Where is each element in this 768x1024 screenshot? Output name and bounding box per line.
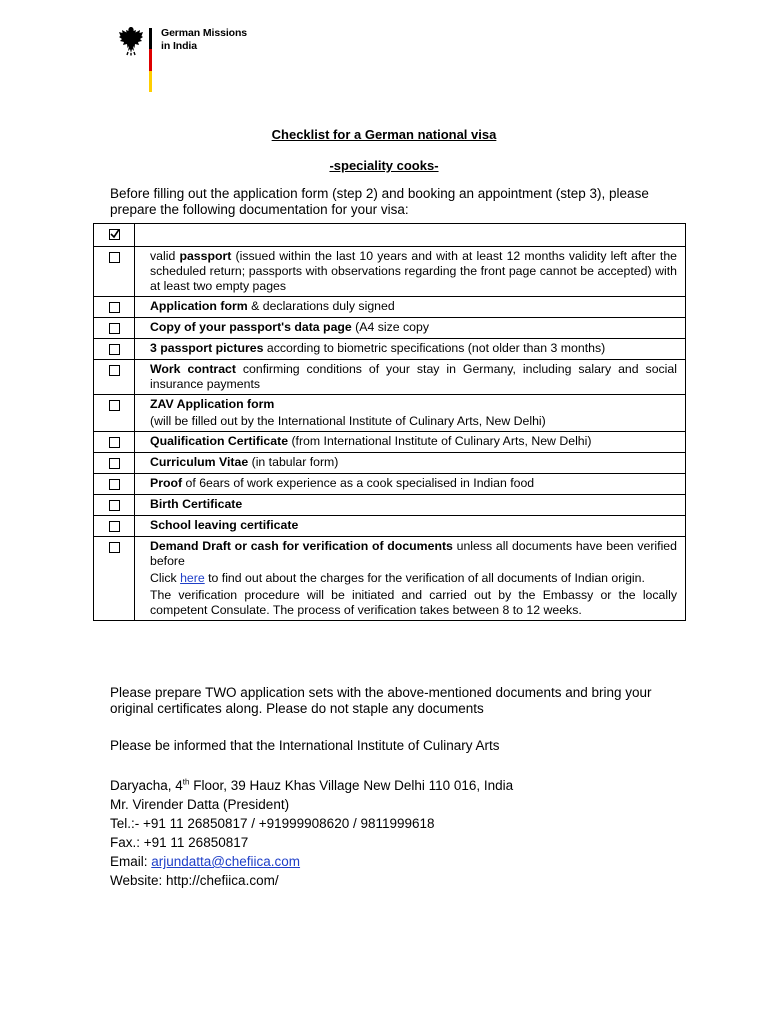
contact-email-line bbox=[110, 852, 690, 871]
item-text-cell bbox=[135, 474, 686, 495]
item-detail: valid bbox=[150, 249, 180, 263]
item-description bbox=[150, 320, 677, 335]
item-description bbox=[150, 249, 677, 294]
checkbox-cell bbox=[94, 247, 135, 297]
address-part-1: Daryacha, 4 bbox=[110, 778, 183, 793]
item-label: 3 passport pictures bbox=[150, 341, 264, 355]
checkbox-icon[interactable] bbox=[109, 521, 120, 532]
email-link[interactable]: arjundatta@chefiica.com bbox=[151, 854, 301, 869]
item-label: Proof bbox=[150, 476, 183, 490]
table-row bbox=[94, 339, 686, 360]
item-text-cell bbox=[135, 453, 686, 474]
checkbox-icon[interactable] bbox=[109, 400, 120, 411]
table-row bbox=[94, 453, 686, 474]
item-label: Work contract bbox=[150, 362, 236, 376]
checkbox-icon[interactable] bbox=[109, 458, 120, 469]
item-label: Curriculum Vitae bbox=[150, 455, 249, 469]
contact-person: Mr. Virender Datta (President) bbox=[110, 797, 290, 812]
table-row bbox=[94, 495, 686, 516]
item-detail: (in tabular form) bbox=[248, 455, 339, 469]
checkbox-icon[interactable] bbox=[109, 365, 120, 376]
contact-website: Website: http://chefiica.com/ bbox=[110, 873, 279, 888]
item-description bbox=[150, 341, 677, 356]
item-label: School leaving certificate bbox=[150, 518, 299, 532]
address-superscript: th bbox=[182, 777, 190, 787]
table-row bbox=[94, 360, 686, 395]
item-description bbox=[150, 455, 677, 470]
checkbox-icon[interactable] bbox=[109, 344, 120, 355]
informed-paragraph: Please be informed that the International Institute of Culinary Arts bbox=[110, 738, 500, 753]
checked-checkbox-icon bbox=[109, 229, 120, 240]
checkbox-cell bbox=[94, 360, 135, 395]
checkbox-icon[interactable] bbox=[109, 542, 120, 553]
item-text-cell bbox=[135, 395, 686, 432]
item-label: ZAV Application form bbox=[150, 397, 275, 411]
item-detail: (from International Institute of Culinary Arts, New Delhi) bbox=[288, 434, 592, 448]
item-link-line bbox=[150, 571, 677, 586]
item-text-cell bbox=[135, 297, 686, 318]
item-description bbox=[150, 497, 677, 512]
header-checkbox-cell bbox=[94, 224, 135, 247]
checkbox-icon[interactable] bbox=[109, 302, 120, 313]
item-label: Demand Draft or cash for verification of documents bbox=[150, 539, 453, 553]
table-row bbox=[94, 474, 686, 495]
item-note: (will be filled out by the International Institute of Culinary Arts, New Delhi) bbox=[150, 414, 546, 428]
table-row bbox=[94, 395, 686, 432]
item-description bbox=[150, 434, 677, 449]
checkbox-icon[interactable] bbox=[109, 500, 120, 511]
header-text-cell bbox=[135, 224, 686, 247]
item-label: Copy of your passport's data page bbox=[150, 320, 352, 334]
prepare-paragraph: Please prepare TWO application sets with the above-mentioned documents and bring your original certificates along. Please do not staple any documents bbox=[110, 685, 652, 716]
logo-line-2: in India bbox=[161, 39, 197, 52]
checkbox-cell bbox=[94, 432, 135, 453]
table-row bbox=[94, 318, 686, 339]
email-label: Email: bbox=[110, 854, 152, 869]
table-header-row bbox=[94, 224, 686, 247]
item-note: The verification procedure will be initiated and carried out by the Embassy or the locally competent Consulate. The process of verification takes between 8 to 12 weeks. bbox=[150, 588, 677, 617]
item-detail: (issued within the last 10 years and with at least 12 months validity left after the scheduled return; passports with observations regarding the front page cannot be accepted) with at least two empty pages bbox=[150, 249, 677, 293]
checkbox-cell bbox=[94, 318, 135, 339]
item-detail: (A4 size copy bbox=[351, 320, 429, 334]
item-description bbox=[150, 518, 677, 533]
table-row bbox=[94, 247, 686, 297]
item-description bbox=[150, 362, 677, 392]
checkbox-cell bbox=[94, 297, 135, 318]
link-prefix: Click bbox=[150, 571, 181, 585]
address-part-2: Floor, 39 Hauz Khas Village New Delhi 110 016, India bbox=[189, 778, 514, 793]
checkbox-icon[interactable] bbox=[109, 323, 120, 334]
table-row bbox=[94, 537, 686, 621]
item-description bbox=[150, 299, 677, 314]
checkbox-icon[interactable] bbox=[109, 252, 120, 263]
item-detail: of 6ears of work experience as a cook specialised in Indian food bbox=[182, 476, 535, 490]
item-label: Birth Certificate bbox=[150, 497, 243, 511]
item-text-cell bbox=[135, 495, 686, 516]
checkbox-icon[interactable] bbox=[109, 437, 120, 448]
contact-block bbox=[110, 776, 690, 890]
contact-tel: Tel.:- +91 11 26850817 / +91999908620 / 9811999618 bbox=[110, 816, 435, 831]
item-text-cell bbox=[135, 339, 686, 360]
checkbox-cell bbox=[94, 537, 135, 621]
logo-text bbox=[161, 27, 247, 52]
item-text-cell bbox=[135, 537, 686, 621]
item-label: passport bbox=[179, 249, 232, 263]
table-row bbox=[94, 516, 686, 537]
federal-eagle-icon bbox=[118, 26, 144, 56]
item-label: Application form bbox=[150, 299, 248, 313]
logo-line-1: German Missions bbox=[161, 27, 248, 39]
item-description bbox=[150, 397, 677, 412]
charges-link[interactable]: here bbox=[180, 571, 205, 585]
item-detail: confirming conditions of your stay in Germany, including salary and social insurance payments bbox=[150, 362, 677, 391]
contact-address bbox=[110, 776, 690, 795]
item-detail: according to biometric specifications (not older than 3 months) bbox=[263, 341, 606, 355]
checkbox-cell bbox=[94, 453, 135, 474]
document-title: Checklist for a German national visa bbox=[271, 127, 497, 142]
item-text-cell bbox=[135, 360, 686, 395]
item-label: Qualification Certificate bbox=[150, 434, 289, 448]
german-flag-stripe bbox=[149, 28, 152, 92]
item-text-cell bbox=[135, 247, 686, 297]
link-suffix: to find out about the charges for the verification of all documents of Indian origin. bbox=[204, 571, 645, 585]
document-subtitle: -speciality cooks- bbox=[329, 158, 439, 173]
checklist-table bbox=[93, 223, 686, 621]
checkbox-cell bbox=[94, 495, 135, 516]
item-detail: & declarations duly signed bbox=[247, 299, 395, 313]
table-row bbox=[94, 297, 686, 318]
item-text-cell bbox=[135, 516, 686, 537]
intro-paragraph: Before filling out the application form (step 2) and booking an appointment (step 3), please prepare the following documentation for your visa: bbox=[110, 186, 649, 217]
item-text-cell bbox=[135, 318, 686, 339]
item-text-cell bbox=[135, 432, 686, 453]
checkbox-cell bbox=[94, 339, 135, 360]
table-row bbox=[94, 432, 686, 453]
item-detail: unless all documents have been verified before bbox=[150, 539, 677, 568]
contact-fax: Fax.: +91 11 26850817 bbox=[110, 835, 249, 850]
item-description bbox=[150, 539, 677, 569]
item-description bbox=[150, 476, 677, 491]
checkbox-icon[interactable] bbox=[109, 479, 120, 490]
checkbox-cell bbox=[94, 395, 135, 432]
checkbox-cell bbox=[94, 474, 135, 495]
checkbox-cell bbox=[94, 516, 135, 537]
